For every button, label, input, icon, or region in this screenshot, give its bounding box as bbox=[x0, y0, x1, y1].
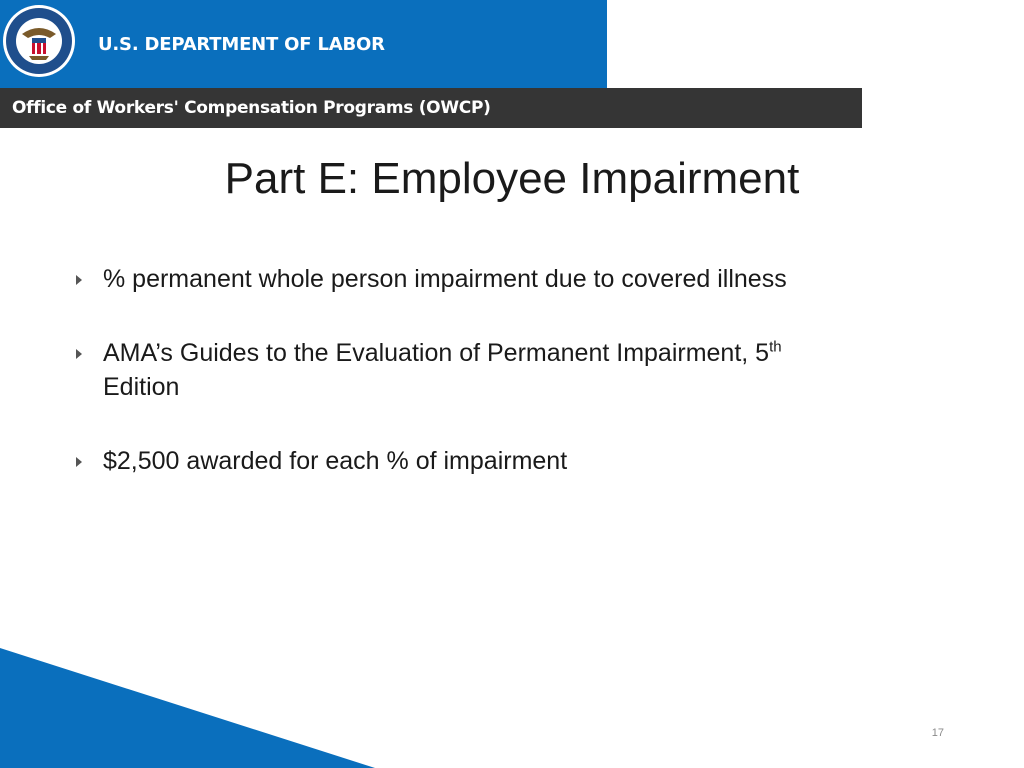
bullet-text-continuation: Edition bbox=[103, 373, 180, 401]
bullet-text: $2,500 awarded for each % of impairment bbox=[103, 447, 568, 475]
triangle-bullet-icon bbox=[76, 275, 82, 285]
bullet-item bbox=[70, 444, 930, 478]
office-bar bbox=[0, 88, 862, 128]
triangle-bullet-icon bbox=[76, 349, 82, 359]
bullet-superscript: th bbox=[769, 338, 782, 356]
dol-seal-icon bbox=[2, 4, 76, 78]
office-name: Office of Workers' Compensation Programs (OWCP) bbox=[12, 98, 491, 118]
bullet-text: AMA’s Guides to the Evaluation of Permanent Impairment, 5 bbox=[103, 339, 770, 367]
bullet-item bbox=[70, 262, 930, 296]
bullet-list bbox=[70, 262, 930, 518]
dol-banner bbox=[0, 0, 607, 88]
slide-title: Part E: Employee Impairment bbox=[224, 154, 800, 203]
bullet-text: % permanent whole person impairment due to covered illness bbox=[103, 265, 787, 293]
bullet-item bbox=[70, 336, 930, 404]
triangle-bullet-icon bbox=[76, 457, 82, 467]
department-name: U.S. DEPARTMENT OF LABOR bbox=[98, 34, 385, 55]
page-number: 17 bbox=[931, 727, 944, 739]
corner-accent-shape bbox=[0, 648, 375, 768]
